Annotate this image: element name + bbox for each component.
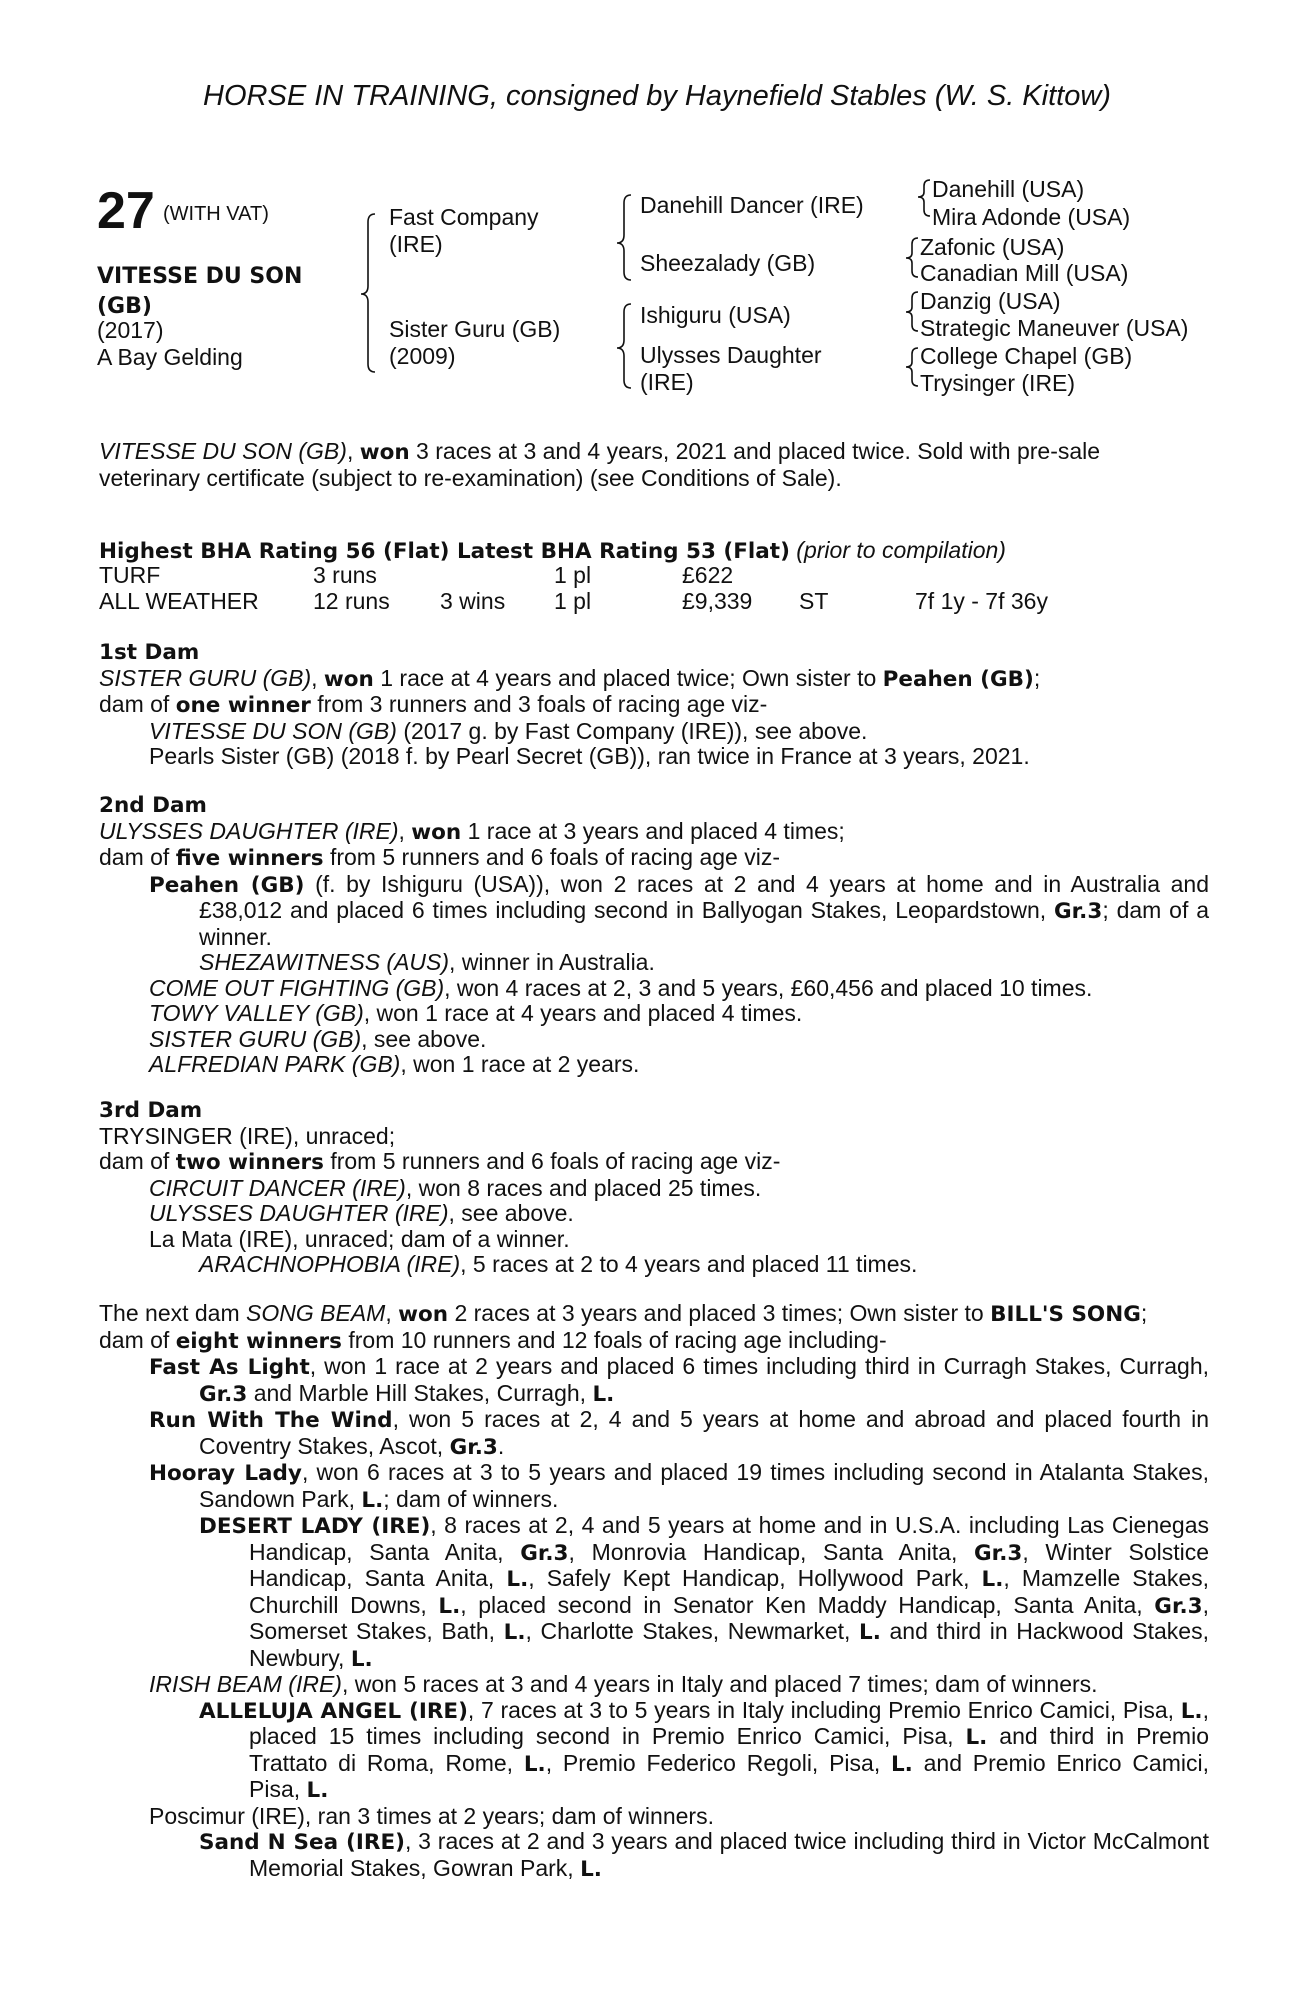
ratings-note: (prior to compilation): [789, 537, 1006, 563]
pedigree-sire-line2: (IRE): [389, 231, 443, 257]
ratings-table: [99, 563, 1209, 615]
pedigree-g1: Danehill (USA): [932, 176, 1085, 202]
ratings-runs: 3 runs: [313, 562, 377, 588]
brace-dam-line: [617, 304, 631, 388]
text: from 5 runners and 6 foals of racing age viz-: [323, 1148, 781, 1174]
winners-count: five winners: [175, 846, 324, 871]
text: , Premio Federico Regoli, Pisa,: [545, 1749, 891, 1776]
text: , Safely Kept Handicap, Hollywood Park,: [528, 1565, 982, 1591]
vat-label: (WITH VAT): [163, 203, 269, 225]
text: ; dam of winners.: [383, 1485, 559, 1512]
pedigree-sire-sire: Danehill Dancer (IRE): [640, 192, 864, 218]
grade: L.: [1180, 1698, 1203, 1724]
pedigree-g3: Zafonic (USA): [920, 234, 1065, 260]
pedigree-g7: College Chapel (GB): [920, 343, 1133, 369]
text: and third in Hackwood Stakes, Newbury,: [249, 1618, 1209, 1671]
brace-g3: [906, 292, 918, 331]
second-dam-heading: 2nd Dam: [99, 793, 207, 818]
pedigree-g8: Trysinger (IRE): [920, 370, 1076, 396]
ratings-label: TURF: [99, 562, 161, 588]
text: , see above.: [448, 1200, 574, 1226]
text: dam of: [99, 691, 176, 717]
third-dam-name: TRYSINGER (IRE), unraced;: [99, 1122, 396, 1149]
grade: L.: [523, 1751, 546, 1777]
grade: Gr.3: [520, 1540, 569, 1566]
horse-year: (2017): [97, 317, 164, 343]
text: and Marble Hill Stakes, Curragh,: [247, 1379, 593, 1406]
brace-sire-line: [617, 195, 631, 280]
text: , won 6 races at 3 to 5 years and placed 19 times including second in Atalanta Stakes, Sandown Park,: [199, 1459, 1209, 1512]
pedigree-dam-line2: (2009): [389, 343, 456, 369]
text: , won 5 races at 2, 4 and 5 years at home and abroad and placed fourth in Coventry Stakes, Ascot,: [199, 1406, 1209, 1459]
ratings-prize: £622: [682, 562, 734, 588]
summary-horse-name: VITESSE DU SON (GB): [99, 438, 347, 464]
grade: L.: [592, 1381, 615, 1407]
summary-sep: ,: [346, 438, 360, 464]
pedigree-dam-dam: [640, 342, 822, 396]
grade: Gr.3: [1154, 1593, 1203, 1619]
grade: Gr.3: [1054, 899, 1103, 924]
offspring-name: IRISH BEAM (IRE): [149, 1671, 342, 1697]
text: , 7 races at 3 to 5 years in Italy including Premio Enrico Camici, Pisa,: [467, 1696, 1181, 1723]
third-dam-heading: 3rd Dam: [99, 1098, 203, 1123]
text: , won 8 races and placed 25 times.: [405, 1174, 762, 1201]
grade: L.: [503, 1620, 526, 1645]
text: (2017 g. by Fast Company (IRE)), see above.: [396, 717, 868, 744]
second-dam-name: ULYSSES DAUGHTER (IRE): [99, 817, 399, 844]
race-summary: [99, 439, 1189, 491]
text: from 3 runners and 3 foals of racing age viz-: [310, 691, 768, 717]
text: , Mamzelle Stakes, Churchill Downs,: [249, 1565, 1210, 1618]
brace-g2: [906, 238, 918, 277]
grade: L.: [580, 1856, 602, 1882]
sibling-name: Peahen (GB): [882, 666, 1034, 692]
text: 1 race at 4 years and placed twice; Own sister to: [373, 664, 883, 691]
offspring-name: ULYSSES DAUGHTER (IRE): [149, 1200, 449, 1226]
text: The next dam: [99, 1300, 247, 1326]
grade: L.: [981, 1567, 1004, 1592]
horse-name-line2: (GB): [97, 294, 152, 319]
pedigree-dam-sire: Ishiguru (USA): [640, 302, 791, 328]
grade: L.: [859, 1620, 881, 1645]
text: dam of: [99, 1148, 176, 1174]
pedigree-dam-dam-line1: Ulysses Daughter: [640, 342, 822, 368]
text: dam of: [99, 1326, 176, 1353]
offspring-name: SISTER GURU (GB): [149, 1025, 362, 1052]
ratings-label: ALL WEATHER: [99, 588, 259, 614]
second-dam-section: [99, 793, 1209, 1078]
offspring-name: VITESSE DU SON (GB): [149, 717, 397, 744]
winners-count: one winner: [175, 693, 311, 718]
offspring-name: Fast As Light: [149, 1355, 310, 1380]
pedigree-dam-line1: Sister Guru (GB): [389, 316, 561, 342]
brace-sire-dam: [361, 214, 375, 372]
pedigree-sire-dam: Sheezalady (GB): [640, 250, 816, 276]
summary-rest: 3 races at 3 and 4 years, 2021 and placed twice. Sold with pre-sale veterinary certificate (subject to re-examination) (see Conditions of Sale).: [99, 438, 1101, 491]
text: , Monrovia Handicap, Santa Anita,: [568, 1538, 975, 1565]
text: ,: [311, 664, 324, 691]
lot-number: 27: [97, 182, 155, 240]
pedigree-sire-line1: Fast Company: [389, 204, 539, 230]
ratings-runs: 12 runs: [313, 588, 390, 614]
text: .: [497, 1432, 505, 1459]
text: , see above.: [361, 1025, 487, 1052]
offspring-line: La Mata (IRE), unraced; dam of a winner.: [149, 1225, 570, 1252]
text: , 8 races at 2, 4 and 5 years at home and in U.S.A. including Las Cienegas Handicap, Santa Anita,: [249, 1512, 1209, 1565]
text: from 5 runners and 6 foals of racing age viz-: [323, 844, 780, 870]
ratings-dist: 7f 1y - 7f 36y: [915, 588, 1048, 614]
text: (f. by Ishiguru (USA)), won 2 races at 2 and 4 years at home and in Australia and £38,012 and placed 6 times including second in Ballyogan Stakes, Leopardstown,: [199, 870, 1209, 923]
summary-won: won: [359, 440, 410, 465]
winners-count: eight winners: [175, 1328, 342, 1354]
first-dam-heading: 1st Dam: [99, 640, 200, 665]
text: , won 1 race at 2 years and placed 6 times including third in Curragh Stakes, Curragh,: [309, 1353, 1209, 1379]
text: , placed 15 times including second in Premio Enrico Camici, Pisa,: [249, 1696, 1209, 1749]
text: ;: [1033, 664, 1041, 691]
third-dam-section: [99, 1098, 1209, 1278]
offspring-name: COME OUT FIGHTING (GB): [149, 974, 445, 1001]
ratings-pl: 1 pl: [554, 562, 592, 588]
ratings-type: ST: [799, 588, 829, 614]
pedigree-g2: Mira Adonde (USA): [932, 204, 1131, 230]
text: and Premio Enrico Camici, Pisa,: [249, 1749, 1209, 1802]
first-dam-name: SISTER GURU (GB): [99, 664, 312, 691]
text: from 10 runners and 12 foals of racing age including-: [341, 1326, 887, 1353]
brace-g1: [918, 180, 930, 216]
grade: L.: [350, 1646, 373, 1672]
page-title: HORSE IN TRAINING, consigned by Haynefield Stables (W. S. Kittow): [203, 80, 1111, 112]
pedigree-g6: Strategic Maneuver (USA): [920, 315, 1189, 341]
offspring-name: ALFREDIAN PARK (GB): [149, 1051, 401, 1077]
ratings-pl: 1 pl: [554, 588, 592, 614]
text: 2 races at 3 years and placed 3 times; Own sister to: [448, 1300, 991, 1326]
sibling-name: BILL'S SONG: [990, 1302, 1141, 1327]
offspring-name: Hooray Lady: [149, 1461, 302, 1486]
pedigree-g5: Danzig (USA): [920, 288, 1061, 314]
ratings-wins: 3 wins: [440, 588, 506, 614]
grade: L.: [361, 1487, 384, 1513]
offspring-name: TOWY VALLEY (GB): [149, 1000, 364, 1026]
text: , won 1 race at 4 years and placed 4 times.: [363, 1000, 803, 1026]
text: , placed second in Senator Ken Maddy Handicap, Santa Anita,: [460, 1591, 1155, 1618]
text: 1 race at 3 years and placed 4 times;: [461, 817, 845, 844]
pedigree-sire: [389, 204, 539, 258]
offspring-line: Pearls Sister (GB) (2018 f. by Pearl Secret (GB)), ran twice in France at 3 years, 2021.: [149, 743, 1030, 769]
next-dam-section: [99, 1301, 1209, 1882]
offspring-name: SHEZAWITNESS (AUS): [199, 949, 450, 975]
ratings-row-aw: [99, 589, 1209, 615]
offspring-name: Sand N Sea (IRE): [199, 1830, 405, 1855]
grade: L.: [438, 1593, 461, 1619]
won-label: won: [323, 666, 374, 692]
offspring-name: CIRCUIT DANCER (IRE): [149, 1174, 406, 1201]
grade: Gr.3: [449, 1434, 498, 1460]
won-label: won: [411, 819, 462, 845]
offspring-name: ARACHNOPHOBIA (IRE): [199, 1251, 461, 1277]
text: ; dam of a winner.: [199, 897, 1210, 950]
pedigree-dam: [389, 316, 560, 370]
winners-count: two winners: [175, 1150, 324, 1175]
horse-description: A Bay Gelding: [97, 344, 243, 370]
grade: L.: [506, 1567, 529, 1592]
ratings-prize: £9,339: [682, 588, 753, 614]
offspring-name: DESERT LADY (IRE): [199, 1514, 431, 1539]
offspring-name: Run With The Wind: [149, 1408, 393, 1433]
pedigree-g4: Canadian Mill (USA): [920, 260, 1129, 286]
ratings-title-line: [99, 538, 1209, 565]
text: ,: [385, 1300, 399, 1326]
next-dam-name: SONG BEAM: [246, 1300, 386, 1326]
text: , 5 races at 2 to 4 years and placed 11 times.: [460, 1251, 918, 1277]
text: , Charlotte Stakes, Newmarket,: [525, 1618, 860, 1644]
first-dam-section: [99, 640, 1209, 770]
grade: L.: [965, 1725, 988, 1750]
text: ,: [398, 817, 412, 844]
grade: Gr.3: [974, 1540, 1023, 1566]
grade: L.: [306, 1778, 329, 1803]
won-label: won: [398, 1302, 449, 1327]
text: , Winter Solstice Handicap, Santa Anita,: [249, 1538, 1210, 1591]
text: , Somerset Stakes, Bath,: [249, 1591, 1209, 1644]
text: , 3 races at 2 and 3 years and placed twice including third in Victor McCalmont Memorial Stakes, Gowran Park,: [249, 1828, 1209, 1881]
brace-g4: [906, 348, 918, 386]
text: ;: [1140, 1300, 1148, 1326]
text: dam of: [99, 844, 176, 870]
offspring-name: Peahen (GB): [149, 872, 305, 898]
grade: Gr.3: [199, 1381, 248, 1407]
ratings-title: Highest BHA Rating 56 (Flat) Latest BHA Rating 53 (Flat): [99, 539, 790, 564]
ratings-row-turf: [99, 563, 1209, 589]
text: , won 1 race at 2 years.: [400, 1051, 640, 1077]
grade: L.: [890, 1751, 913, 1777]
offspring-name: ALLELUJA ANGEL (IRE): [199, 1698, 468, 1724]
text: and third in Premio Trattato di Roma, Rome,: [249, 1723, 1209, 1776]
horse-name-line1: VITESSE DU SON: [97, 264, 303, 289]
offspring-line: Poscimur (IRE), ran 3 times at 2 years; dam of winners.: [149, 1802, 714, 1829]
text: , won 5 races at 3 and 4 years in Italy and placed 7 times; dam of winners.: [341, 1671, 1098, 1697]
text: , winner in Australia.: [449, 949, 655, 975]
text: , won 4 races at 2, 3 and 5 years, £60,456 and placed 10 times.: [444, 974, 1093, 1001]
pedigree-dam-dam-line2: (IRE): [640, 369, 694, 395]
